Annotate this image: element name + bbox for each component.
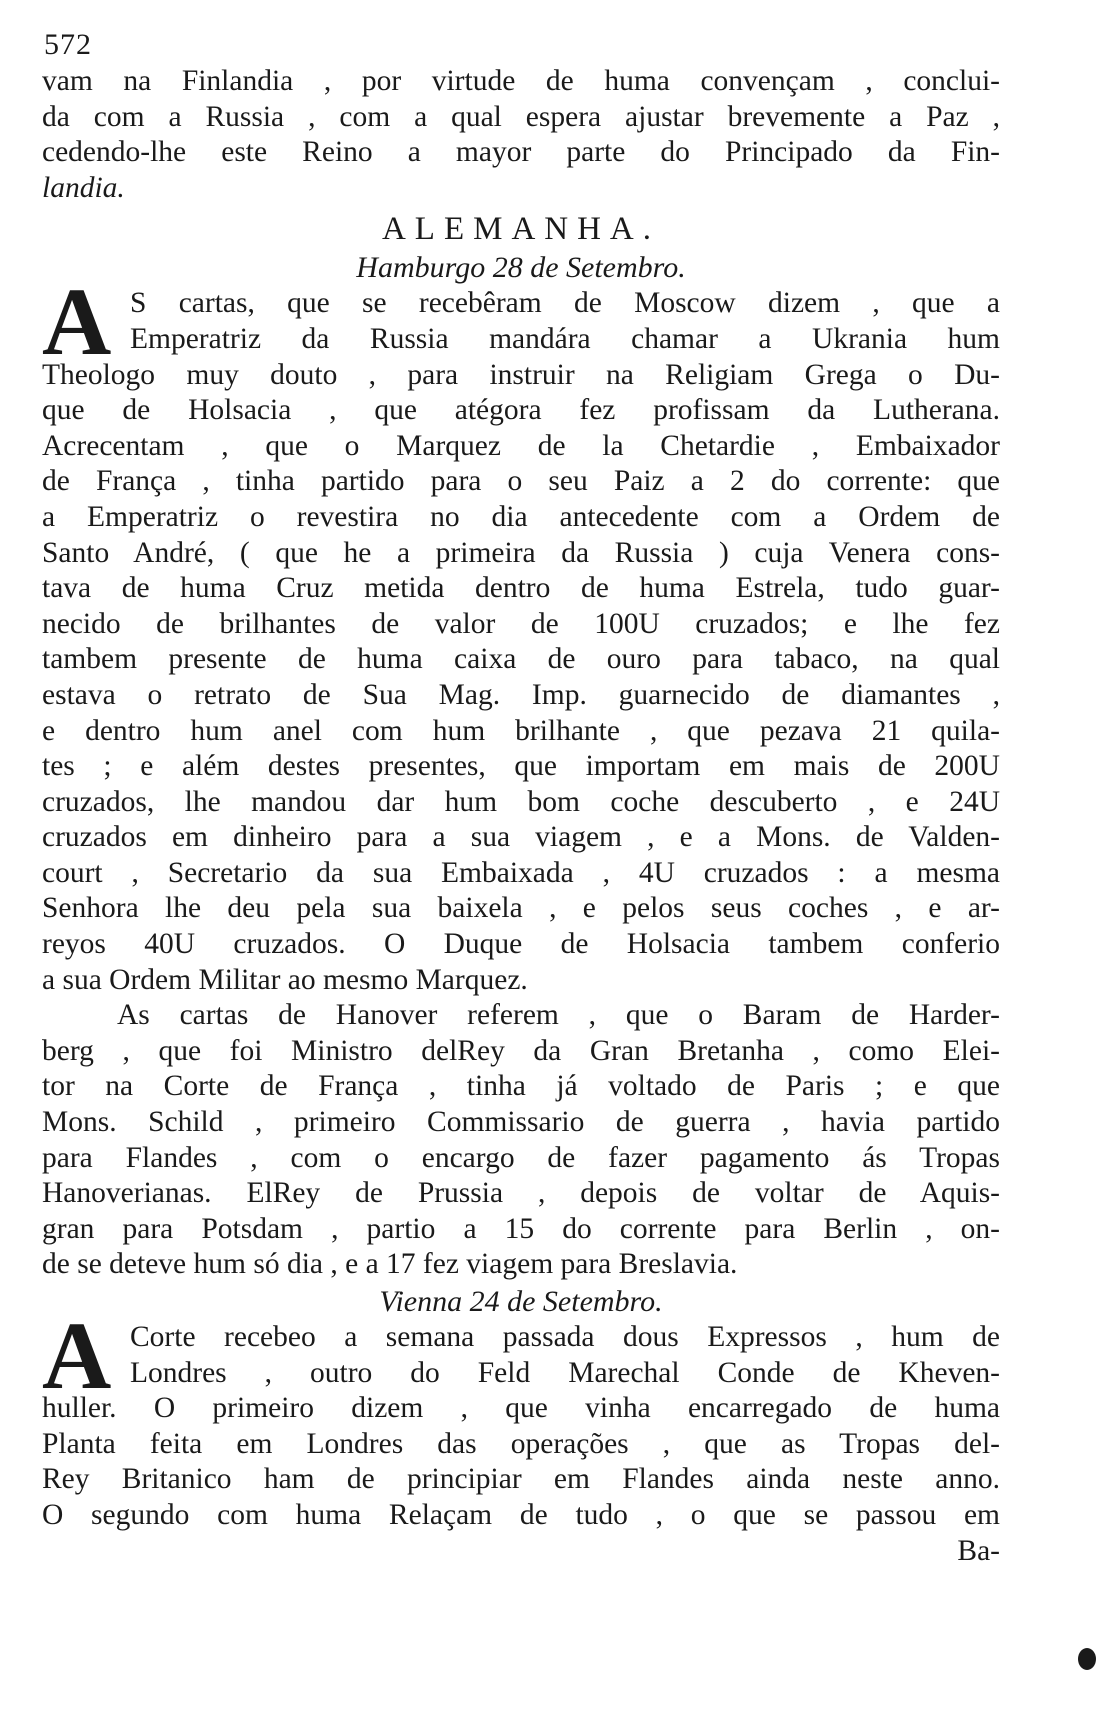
text-line: Acrecentam , que o Marquez de la Chetardie , Embaixador <box>42 429 1000 462</box>
paragraph-vienna <box>42 1302 1000 1569</box>
text-line: da com a Russia , com a qual espera ajustar brevemente a Paz , <box>42 100 1000 133</box>
text-line: necido de brilhantes de valor de 100U cruzados; e lhe fez <box>42 607 1000 640</box>
text-line: para Flandes , com o encargo de fazer pagamento ás Tropas <box>42 1141 1000 1174</box>
text-line: gran para Potsdam , partio a 15 do corrente para Berlin , on- <box>42 1212 1000 1245</box>
text-line: Londres , outro do Feld Marechal Conde de Kheven- <box>130 1356 1000 1389</box>
catchword: Ba- <box>957 1534 1000 1567</box>
text-line: tor na Corte de França , tinha já voltado de Paris ; e que <box>42 1070 1000 1103</box>
ink-blot-mark <box>1078 1648 1096 1670</box>
text-line: e dentro hum anel com hum brilhante , que pezava 21 quila- <box>42 714 1000 747</box>
text-line: estava o retrato de Sua Mag. Imp. guarnecido de diamantes , <box>42 678 1000 711</box>
dateline-hamburgo: Hamburgo 28 de Setembro. <box>356 251 686 285</box>
section-heading: ALEMANHA. <box>381 211 661 248</box>
text-line: As cartas de Hanover referem , que o Baram de Harder- <box>117 999 1000 1032</box>
page-number: 572 <box>44 28 92 61</box>
text-line: berg , que foi Ministro delRey da Gran Bretanha , como Elei- <box>42 1034 1000 1067</box>
dateline-vienna: Vienna 24 de Setembro. <box>379 1285 663 1318</box>
paragraph-hanover <box>42 998 1000 1283</box>
text-line: Santo André, ( que he a primeira da Russia ) cuja Venera cons- <box>42 536 1000 569</box>
drop-cap: A <box>42 1302 112 1409</box>
text-line: Planta feita em Londres das operações , que as Tropas del- <box>42 1427 1000 1460</box>
text-line: cruzados em dinheiro para a sua viagem , e a Mons. de Valden- <box>42 821 1000 854</box>
text-line: Emperatriz da Russia mandára chamar a Ukrania hum <box>130 322 1000 355</box>
text-line: Theologo muy douto , para instruir na Religiam Grega o Du- <box>42 358 1000 391</box>
text-line: tes ; e além destes presentes, que importam em mais de 200U <box>42 750 1000 783</box>
text-line: Corte recebeo a semana passada dous Expressos , hum de <box>130 1321 1000 1353</box>
intro-paragraph <box>42 64 1000 206</box>
text-line: reyos 40U cruzados. O Duque de Holsacia tambem conferio <box>42 928 1000 961</box>
article-body <box>42 64 1000 1569</box>
text-line: Rey Britanico ham de principiar em Flandes ainda neste anno. <box>42 1463 1000 1496</box>
text-line: cruzados, lhe mandou dar hum bom coche descuberto , e 24U <box>42 785 1000 818</box>
text-line: que de Holsacia , que atégora fez profissam da Lutherana. <box>42 394 1000 427</box>
text-line: court , Secretario da sua Embaixada , 4U cruzados : a mesma <box>42 856 1000 889</box>
text-line: de se deteve hum só dia , e a 17 fez viagem para Breslavia. <box>42 1248 738 1281</box>
text-line: tava de huma Cruz metida dentro de huma Estrela, tudo guar- <box>42 572 1000 605</box>
text-line: S cartas, que se recebêram de Moscow dizem , que a <box>130 287 1000 320</box>
text-line: tambem presente de huma caixa de ouro para tabaco, na qual <box>42 643 1000 676</box>
text-line: a sua Ordem Militar ao mesmo Marquez. <box>42 963 528 996</box>
drop-cap: A <box>42 268 112 376</box>
text-line: Mons. Schild , primeiro Commissario de guerra , havia partido <box>42 1106 1000 1139</box>
text-line: O segundo com huma Relaçam de tudo , o que se passou em <box>42 1498 1000 1531</box>
text-line: Senhora lhe deu pela sua baixela , e pelos seus coches , e ar- <box>42 892 1000 925</box>
text-line: vam na Finlandia , por virtude de huma convençam , conclui- <box>42 65 1000 97</box>
text-line: landia. <box>42 171 125 204</box>
text-line: a Emperatriz o revestira no dia antecedente com a Ordem de <box>42 500 1000 533</box>
text-line: huller. O primeiro dizem , que vinha encarregado de huma <box>42 1392 1000 1425</box>
text-line: Hanoverianas. ElRey de Prussia , depois de voltar de Aquis- <box>42 1177 1000 1210</box>
text-line: cedendo-lhe este Reino a mayor parte do Principado da Fin- <box>42 136 1000 169</box>
text-line: de França , tinha partido para o seu Paiz a 2 do corrente: que <box>42 465 1000 498</box>
